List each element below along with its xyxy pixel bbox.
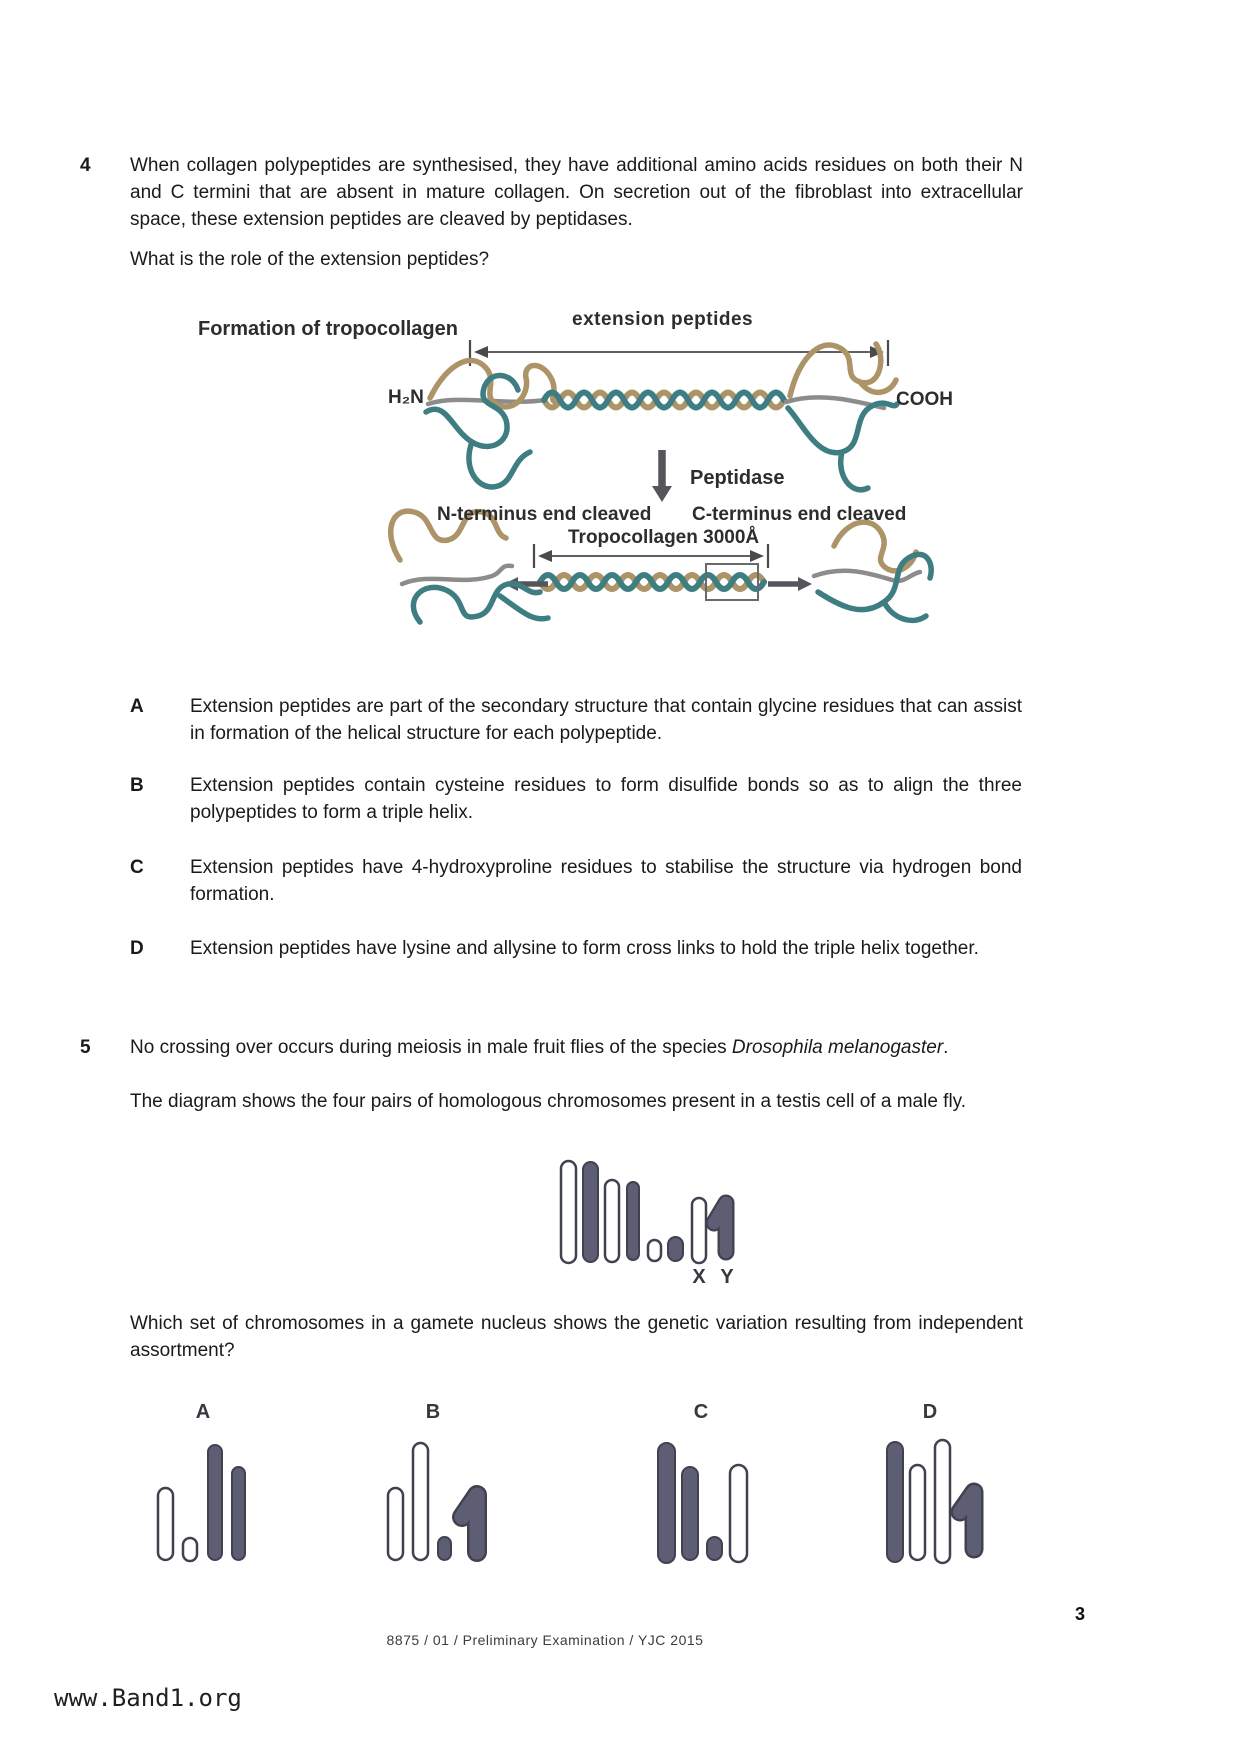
q4-option-c-text: Extension peptides have 4-hydroxyproline residues to stabilise the structure via hydrogen bond formation. xyxy=(190,857,1022,905)
q5-description: The diagram shows the four pairs of homologous chromosomes present in a testis cell of a male fly. xyxy=(130,1091,967,1112)
q5-species-name: Drosophila melanogaster xyxy=(731,1037,944,1058)
footer-text: 8875 / 01 / Preliminary Examination / YJC 2015 xyxy=(386,1632,704,1648)
answer-set-d xyxy=(887,1440,974,1563)
q4-option-b-text: Extension peptides contain cysteine residues to form disulfide bonds so as to align the three polypeptides to form a triple helix. xyxy=(190,775,1022,823)
gamete-chromosome-options xyxy=(0,1395,1239,1580)
y-chromosome-label: Y xyxy=(720,1266,734,1288)
cooh-label: COOH xyxy=(896,389,953,410)
x-chromosome-label: X xyxy=(692,1266,706,1288)
peptidase-label: Peptidase xyxy=(690,467,785,489)
q4-option-a-text: Extension peptides are part of the secondary structure that contain glycine residues that can assist in formation of the helical structure for each polypeptide. xyxy=(190,696,1022,744)
c-terminus-cleaved-label: C-terminus end cleaved xyxy=(692,504,907,525)
page-number: 3 xyxy=(1075,1604,1086,1624)
q4-option-d-label: D xyxy=(130,938,144,959)
sex-chromosome-pair xyxy=(692,1198,726,1263)
q5-stem-suffix: . xyxy=(943,1037,949,1058)
tropocollagen-strand xyxy=(504,564,812,600)
q5-answer-c-label: C xyxy=(693,1401,709,1423)
watermark-url: www.Band1.org xyxy=(54,1684,242,1712)
answer-set-b xyxy=(388,1443,477,1560)
q5-number: 5 xyxy=(80,1037,91,1058)
chromosome-pair-3 xyxy=(648,1237,683,1261)
n-terminus-cleaved-label: N-terminus end cleaved xyxy=(437,504,652,525)
cleaved-n-terminus-tangle xyxy=(391,511,548,622)
q4-option-b-label: B xyxy=(130,775,144,796)
q5-answer-a-label: A xyxy=(195,1401,211,1423)
q5-prompt: Which set of chromosomes in a gamete nucleus shows the genetic variation resulting from independent assortment? xyxy=(130,1313,1023,1361)
q5-stem-prefix: No crossing over occurs during meiosis in male fruit flies of the species xyxy=(130,1037,732,1058)
figure-title: Formation of tropocollagen xyxy=(198,318,458,340)
answer-set-c xyxy=(658,1443,747,1563)
q4-option-d-text: Extension peptides have lysine and allysine to form cross links to hold the triple helix together. xyxy=(190,938,979,959)
q4-option-a-label: A xyxy=(130,696,144,717)
chromosome-pair-2 xyxy=(605,1180,639,1262)
testis-cell-chromosomes-figure xyxy=(0,1150,1239,1300)
q4-prompt: What is the role of the extension peptides? xyxy=(130,249,490,270)
h2n-label: H₂N xyxy=(388,387,424,408)
cleaved-c-terminus-tangle xyxy=(814,522,931,620)
answer-set-a xyxy=(158,1445,245,1561)
q4-option-c-label: C xyxy=(130,857,144,878)
q5-answer-b-label: B xyxy=(425,1401,441,1423)
q5-answer-d-label: D xyxy=(922,1401,938,1423)
peptidase-arrow xyxy=(652,450,672,502)
q4-stem: When collagen polypeptides are synthesised, they have additional amino acids residues on both their N and C termini that are absent in mature collagen. On secretion out of the fibroblast into extracellular space, these extension peptides are cleaved by peptidases. xyxy=(130,155,1023,230)
chromosome-pair-1 xyxy=(561,1161,598,1263)
tropocollagen-length-label: Tropocollagen 3000Å xyxy=(568,527,760,548)
extension-peptides-label: extension peptides xyxy=(572,309,754,330)
q4-number: 4 xyxy=(80,155,91,176)
q5-stem xyxy=(130,1034,1050,1061)
collagen-figure xyxy=(0,270,1239,630)
